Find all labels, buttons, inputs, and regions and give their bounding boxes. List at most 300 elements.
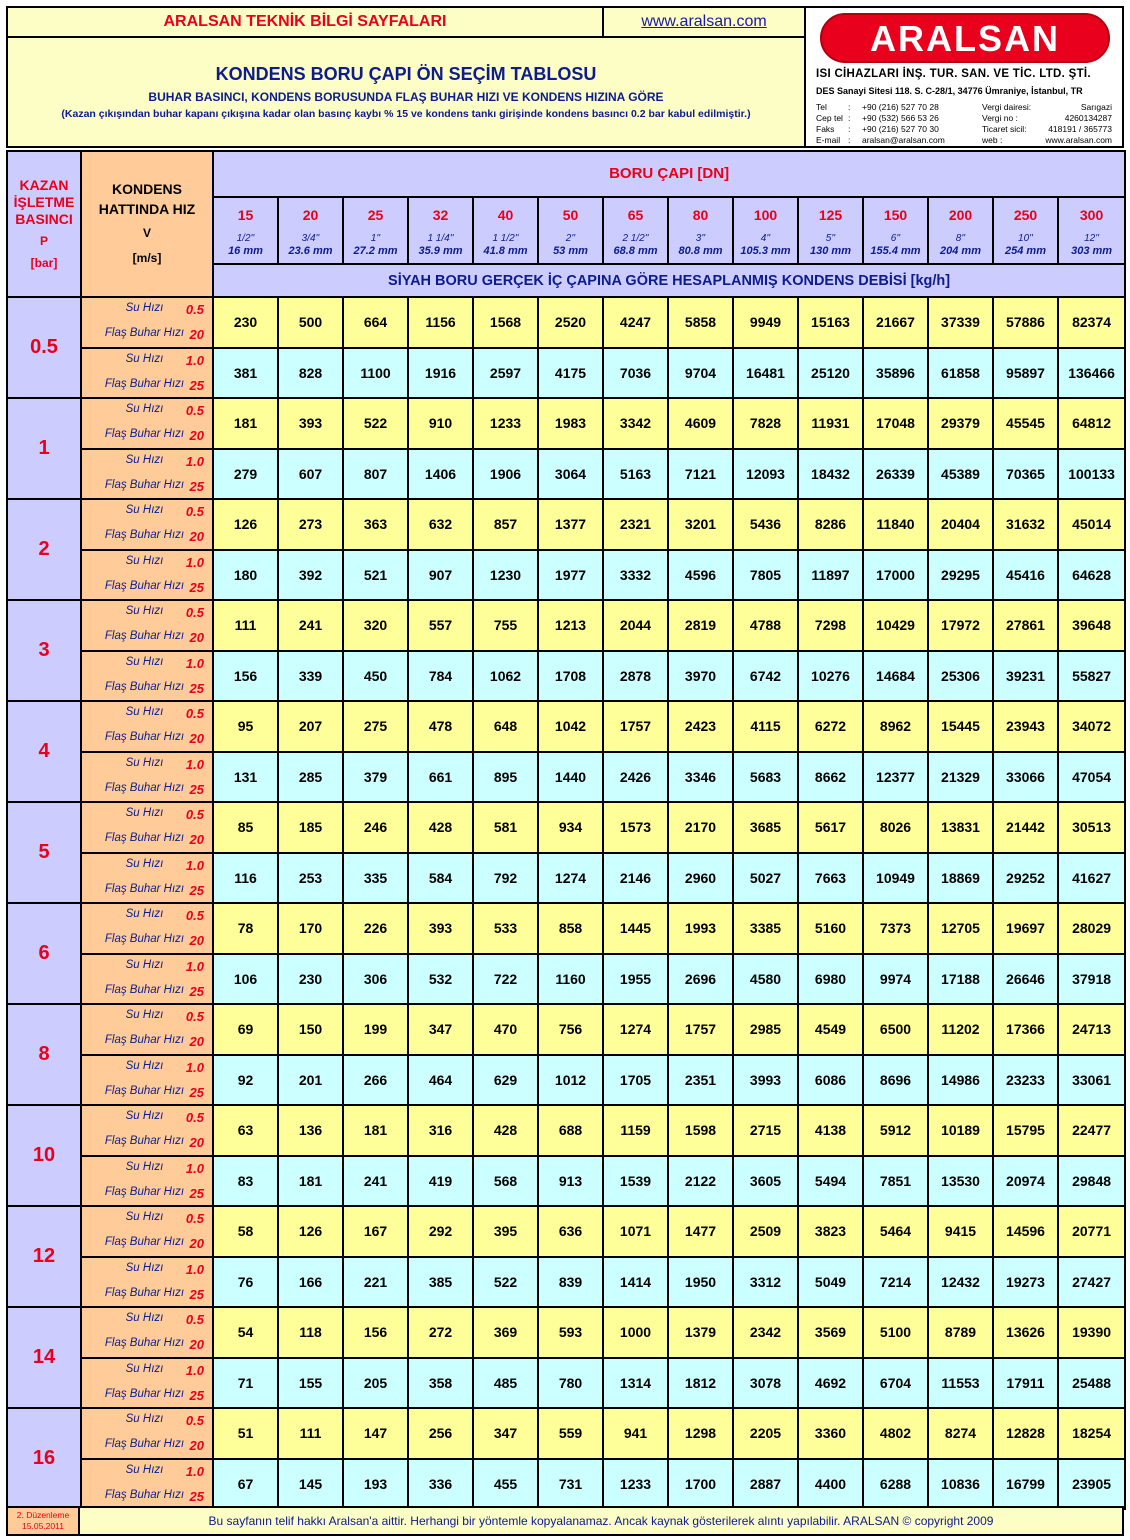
flow-cell: 336 <box>408 1459 473 1510</box>
flash-speed-label: Flaş Buhar Hızı <box>104 630 185 643</box>
table-row <box>7 499 1125 550</box>
flow-cell: 70365 <box>993 449 1058 500</box>
pressure-header <box>7 151 81 297</box>
flow-cell: 3342 <box>603 398 668 449</box>
page-footer <box>6 1506 1124 1536</box>
table-row <box>7 701 1125 752</box>
dn-column-header <box>603 197 668 264</box>
flow-cell: 35896 <box>863 348 928 399</box>
flow-cell: 3970 <box>668 651 733 702</box>
flow-cell: 3346 <box>668 752 733 803</box>
water-speed-label: Su Hızı <box>125 1261 164 1274</box>
pressure-value: 4 <box>38 740 50 762</box>
table-row <box>7 449 1125 500</box>
flow-cell: 532 <box>408 954 473 1005</box>
water-speed <box>85 453 204 469</box>
flow-cell: 1906 <box>473 449 538 500</box>
page-title: KONDENS BORU ÇAPI ÖN SEÇİM TABLOSU <box>215 64 597 84</box>
water-speed-label: Su Hızı <box>125 1009 164 1022</box>
flow-cell: 664 <box>343 297 408 348</box>
flow-cell: 28029 <box>1058 903 1125 954</box>
water-speed <box>85 1110 204 1126</box>
logo-text: ARALSAN <box>870 18 1060 59</box>
flow-cell: 76 <box>213 1257 278 1308</box>
speed-cell <box>81 550 213 601</box>
tax-item <box>982 124 1112 134</box>
dn-value: 80 <box>692 206 709 223</box>
speed-cell <box>81 1004 213 1055</box>
flow-cell: 2878 <box>603 651 668 702</box>
flow-cell: 156 <box>213 651 278 702</box>
flow-cell: 155 <box>278 1358 343 1409</box>
flow-cell: 7828 <box>733 398 798 449</box>
flow-cell: 5464 <box>863 1206 928 1257</box>
flow-cell: 1983 <box>538 398 603 449</box>
flow-cell: 1159 <box>603 1105 668 1156</box>
speed-header-symbol: V <box>142 226 151 240</box>
water-speed-label: Su Hızı <box>125 504 164 517</box>
flow-cell: 5617 <box>798 802 863 853</box>
flow-cell: 2960 <box>668 853 733 904</box>
flash-speed <box>85 1135 204 1151</box>
flow-cell: 13530 <box>928 1156 993 1207</box>
flow-cell: 45545 <box>993 398 1058 449</box>
pressure-cell <box>7 1105 81 1206</box>
flow-cell: 17000 <box>863 550 928 601</box>
water-speed <box>85 756 204 772</box>
tax-value: Sarıgazi <box>1080 102 1112 112</box>
flash-speed <box>85 327 204 343</box>
water-speed-value: 1.0 <box>185 655 204 671</box>
flow-cell: 37339 <box>928 297 993 348</box>
speed-cell <box>81 1257 213 1308</box>
dn-value: 250 <box>1013 206 1038 223</box>
water-speed-value: 0.5 <box>185 302 204 318</box>
flow-cell: 25120 <box>798 348 863 399</box>
diameter-header <box>213 151 1125 197</box>
dn-column-header <box>408 197 473 264</box>
tax-value: 418191 / 365773 <box>1048 124 1112 134</box>
table-row <box>7 1055 1125 1106</box>
inner-diameter: 80.8 mm <box>678 244 723 257</box>
water-speed <box>85 1160 204 1176</box>
flow-cell: 11897 <box>798 550 863 601</box>
flow-cell: 3993 <box>733 1055 798 1106</box>
flash-speed-value: 25 <box>189 1488 204 1504</box>
flow-cell: 428 <box>408 802 473 853</box>
pressure-value: 10 <box>32 1144 56 1166</box>
table-row <box>7 1206 1125 1257</box>
inner-diameter: 27.2 mm <box>353 244 398 257</box>
flow-cell: 2597 <box>473 348 538 399</box>
table-row <box>7 1004 1125 1055</box>
flow-cell: 19390 <box>1058 1307 1125 1358</box>
website-link[interactable]: www.aralsan.com <box>641 13 767 30</box>
speed-cell <box>81 1105 213 1156</box>
flow-cell: 392 <box>278 550 343 601</box>
inch-size: 3'' <box>695 232 706 244</box>
flow-cell: 57886 <box>993 297 1058 348</box>
speed-cell <box>81 1459 213 1510</box>
flow-cell: 1440 <box>538 752 603 803</box>
flow-cell: 29252 <box>993 853 1058 904</box>
dn-column-header <box>1058 197 1125 264</box>
table-row <box>7 297 1125 348</box>
flash-speed <box>85 428 204 444</box>
flow-cell: 807 <box>343 449 408 500</box>
flow-cell: 246 <box>343 802 408 853</box>
flow-cell: 1213 <box>538 600 603 651</box>
speed-cell <box>81 1358 213 1409</box>
flow-cell: 907 <box>408 550 473 601</box>
tax-key: Ticaret sicil: <box>982 124 1027 134</box>
speed-cell <box>81 348 213 399</box>
water-speed-value: 0.5 <box>185 403 204 419</box>
flow-cell: 34072 <box>1058 701 1125 752</box>
flow-cell: 45014 <box>1058 499 1125 550</box>
flow-cell: 8696 <box>863 1055 928 1106</box>
flow-cell: 9704 <box>668 348 733 399</box>
flow-cell: 3332 <box>603 550 668 601</box>
flow-cell: 6980 <box>798 954 863 1005</box>
flash-speed <box>85 832 204 848</box>
flash-speed-value: 25 <box>189 781 204 797</box>
speed-block <box>82 804 212 850</box>
flow-cell: 20974 <box>993 1156 1058 1207</box>
speed-block <box>82 905 212 951</box>
flow-cell: 4175 <box>538 348 603 399</box>
flow-cell: 181 <box>213 398 278 449</box>
water-speed-label: Su Hızı <box>125 453 164 466</box>
flow-cell: 1298 <box>668 1408 733 1459</box>
flow-cell: 450 <box>343 651 408 702</box>
flow-cell: 67 <box>213 1459 278 1510</box>
pressure-value: 14 <box>32 1346 56 1368</box>
flash-speed-value: 20 <box>189 1135 204 1151</box>
flash-speed-value: 20 <box>189 1236 204 1252</box>
flash-speed-label: Flaş Buhar Hızı <box>104 1387 185 1400</box>
water-speed <box>85 1362 204 1378</box>
dn-column-header <box>798 197 863 264</box>
flow-cell: 11202 <box>928 1004 993 1055</box>
inch-size: 4'' <box>760 232 771 244</box>
flow-cell: 3605 <box>733 1156 798 1207</box>
flow-cell: 1160 <box>538 954 603 1005</box>
condensate-pipe-table <box>6 150 1126 1510</box>
site-title: ARALSAN TEKNİK BİLGİ SAYFALARI <box>8 8 604 38</box>
flow-cell: 193 <box>343 1459 408 1510</box>
copyright-notice: Bu sayfanın telif hakkı Aralsan'a aittir. Herhangi bir yöntemle kopyalanamaz. Ancak kaynak gösterilerek alıntı yapılabilir. ARALSAN © copyright 2009 <box>208 1514 994 1528</box>
flow-cell: 12093 <box>733 449 798 500</box>
flow-cell: 221 <box>343 1257 408 1308</box>
flow-cell: 83 <box>213 1156 278 1207</box>
water-speed <box>85 807 204 823</box>
pressure-header-unit: [bar] <box>30 255 58 270</box>
flow-cell: 16481 <box>733 348 798 399</box>
diameter-header-text: BORU ÇAPI [DN] <box>609 165 730 182</box>
inner-diameter: 23.6 mm <box>288 244 333 257</box>
flow-cell: 11840 <box>863 499 928 550</box>
flow-cell: 11553 <box>928 1358 993 1409</box>
table-row <box>7 1459 1125 1510</box>
flash-speed-value: 25 <box>189 579 204 595</box>
pressure-cell <box>7 499 81 600</box>
water-speed <box>85 554 204 570</box>
water-speed-value: 0.5 <box>185 706 204 722</box>
dn-column-header <box>278 197 343 264</box>
flash-speed-value: 25 <box>189 1387 204 1403</box>
flow-cell: 792 <box>473 853 538 904</box>
water-speed-label: Su Hızı <box>125 605 164 618</box>
dn-value: 125 <box>818 206 843 223</box>
flow-cell: 320 <box>343 600 408 651</box>
speed-cell <box>81 1307 213 1358</box>
water-speed-label: Su Hızı <box>125 1211 164 1224</box>
flow-cell: 69 <box>213 1004 278 1055</box>
inch-size: 8'' <box>955 232 966 244</box>
flow-cell: 756 <box>538 1004 603 1055</box>
flash-speed-value: 25 <box>189 377 204 393</box>
flow-cell: 4138 <box>798 1105 863 1156</box>
flow-cell: 533 <box>473 903 538 954</box>
flow-cell: 116 <box>213 853 278 904</box>
table-row <box>7 1358 1125 1409</box>
contact-sep: : <box>848 102 851 112</box>
flow-cell: 10429 <box>863 600 928 651</box>
flow-cell: 95897 <box>993 348 1058 399</box>
flow-cell: 18254 <box>1058 1408 1125 1459</box>
flow-cell: 7373 <box>863 903 928 954</box>
flow-cell: 2715 <box>733 1105 798 1156</box>
flow-cell: 82374 <box>1058 297 1125 348</box>
pressure-header-l1: KAZAN <box>19 176 69 193</box>
flow-cell: 1955 <box>603 954 668 1005</box>
table-row <box>7 348 1125 399</box>
flow-cell: 256 <box>408 1408 473 1459</box>
water-speed-value: 0.5 <box>185 807 204 823</box>
flash-speed-label: Flaş Buhar Hızı <box>104 1438 185 1451</box>
flow-cell: 18869 <box>928 853 993 904</box>
flow-cell: 64628 <box>1058 550 1125 601</box>
flow-cell: 1379 <box>668 1307 733 1358</box>
flash-speed-value: 20 <box>189 529 204 545</box>
flow-cell: 6288 <box>863 1459 928 1510</box>
pressure-value: 0.5 <box>30 336 58 358</box>
flow-cell: 61858 <box>928 348 993 399</box>
speed-block <box>82 1259 212 1305</box>
flow-cell: 26339 <box>863 449 928 500</box>
table-row <box>7 1257 1125 1308</box>
dn-column-header <box>213 197 278 264</box>
flow-cell: 7214 <box>863 1257 928 1308</box>
tax-key: Vergi no : <box>982 113 1018 123</box>
flow-cell: 2321 <box>603 499 668 550</box>
flash-speed-label: Flaş Buhar Hızı <box>104 933 185 946</box>
flow-cell: 7663 <box>798 853 863 904</box>
table-row <box>7 903 1125 954</box>
water-speed-value: 1.0 <box>185 1362 204 1378</box>
flow-cell: 14596 <box>993 1206 1058 1257</box>
flow-cell: 2122 <box>668 1156 733 1207</box>
tax-key: Vergi dairesi: <box>982 102 1032 112</box>
flow-cell: 7298 <box>798 600 863 651</box>
flow-cell: 1573 <box>603 802 668 853</box>
flow-cell: 7805 <box>733 550 798 601</box>
flash-speed <box>85 1084 204 1100</box>
flow-cell: 6704 <box>863 1358 928 1409</box>
dn-column-header <box>863 197 928 264</box>
flow-cell: 500 <box>278 297 343 348</box>
flash-speed-value: 25 <box>189 478 204 494</box>
water-speed-value: 0.5 <box>185 1110 204 1126</box>
flow-cell: 6272 <box>798 701 863 752</box>
flow-cell: 8026 <box>863 802 928 853</box>
table-row <box>7 802 1125 853</box>
flow-cell: 1233 <box>473 398 538 449</box>
flow-cell: 3685 <box>733 802 798 853</box>
water-speed-label: Su Hızı <box>125 1160 164 1173</box>
tax-key: web : <box>982 135 1003 145</box>
flow-cell: 316 <box>408 1105 473 1156</box>
contact-value[interactable]: aralsan@aralsan.com <box>862 135 945 145</box>
flow-cell: 7036 <box>603 348 668 399</box>
dn-value: 15 <box>237 206 254 223</box>
flow-cell: 363 <box>343 499 408 550</box>
flow-header-text: SİYAH BORU GERÇEK İÇ ÇAPINA GÖRE HESAPLANMIŞ KONDENS DEBİSİ [kg/h] <box>388 272 951 289</box>
flow-cell: 12828 <box>993 1408 1058 1459</box>
flow-cell: 941 <box>603 1408 668 1459</box>
flow-cell: 18432 <box>798 449 863 500</box>
flow-cell: 241 <box>278 600 343 651</box>
flow-cell: 5683 <box>733 752 798 803</box>
flow-cell: 395 <box>473 1206 538 1257</box>
water-speed-value: 0.5 <box>185 605 204 621</box>
flow-cell: 784 <box>408 651 473 702</box>
flow-cell: 629 <box>473 1055 538 1106</box>
speed-block <box>82 1208 212 1254</box>
dn-column-header <box>733 197 798 264</box>
inch-size: 5'' <box>825 232 836 244</box>
flash-speed <box>85 1438 204 1454</box>
flow-cell: 522 <box>343 398 408 449</box>
flash-speed-value: 20 <box>189 630 204 646</box>
speed-block <box>82 1410 212 1456</box>
water-speed-value: 0.5 <box>185 1312 204 1328</box>
flow-cell: 1156 <box>408 297 473 348</box>
speed-block <box>82 653 212 699</box>
inch-size: 12'' <box>1084 232 1100 244</box>
speed-cell <box>81 903 213 954</box>
flow-cell: 226 <box>343 903 408 954</box>
flow-cell: 584 <box>408 853 473 904</box>
flow-cell: 2520 <box>538 297 603 348</box>
speed-block <box>82 1006 212 1052</box>
contact-item <box>816 113 939 123</box>
flow-cell: 201 <box>278 1055 343 1106</box>
flow-cell: 4115 <box>733 701 798 752</box>
flash-speed-label: Flaş Buhar Hızı <box>104 1286 185 1299</box>
inner-diameter: 35.9 mm <box>418 244 463 257</box>
company-logo <box>820 13 1110 63</box>
inner-diameter: 155.4 mm <box>870 244 921 257</box>
flow-cell: 1230 <box>473 550 538 601</box>
flash-speed-value: 25 <box>189 1185 204 1201</box>
page-subtitle: BUHAR BASINCI, KONDENS BORUSUNDA FLAŞ BUHAR HIZI VE KONDENS HIZINA GÖRE <box>148 90 664 104</box>
flow-cell: 4609 <box>668 398 733 449</box>
flow-cell: 8274 <box>928 1408 993 1459</box>
dn-value: 100 <box>753 206 778 223</box>
pressure-cell <box>7 1408 81 1509</box>
flow-cell: 5163 <box>603 449 668 500</box>
speed-block <box>82 1107 212 1153</box>
pressure-cell <box>7 398 81 499</box>
flow-cell: 15795 <box>993 1105 1058 1156</box>
flash-speed-value: 20 <box>189 1337 204 1353</box>
table-row <box>7 398 1125 449</box>
flow-cell: 1757 <box>603 701 668 752</box>
flow-cell: 279 <box>213 449 278 500</box>
flash-speed-label: Flaş Buhar Hızı <box>104 1135 185 1148</box>
flow-cell: 7121 <box>668 449 733 500</box>
flash-speed-value: 20 <box>189 731 204 747</box>
contact-key: E-mail <box>816 135 841 145</box>
speed-block <box>82 350 212 396</box>
flow-cell: 8662 <box>798 752 863 803</box>
flow-cell: 266 <box>343 1055 408 1106</box>
flow-cell: 557 <box>408 600 473 651</box>
water-speed-label: Su Hızı <box>125 908 164 921</box>
pressure-header-symbol: P <box>39 233 48 248</box>
dn-value: 300 <box>1079 206 1104 223</box>
water-speed-label: Su Hızı <box>125 1312 164 1325</box>
dn-column-header <box>538 197 603 264</box>
flash-speed <box>85 1337 204 1353</box>
dn-column-header <box>343 197 408 264</box>
flow-cell: 1977 <box>538 550 603 601</box>
flash-speed-label: Flaş Buhar Hızı <box>104 579 185 592</box>
flow-cell: 358 <box>408 1358 473 1409</box>
flow-cell: 4549 <box>798 1004 863 1055</box>
water-speed-label: Su Hızı <box>125 1362 164 1375</box>
company-name: ISI CİHAZLARI İNŞ. TUR. SAN. VE TİC. LTD. ŞTİ. <box>816 68 1091 80</box>
pressure-value: 8 <box>38 1043 50 1065</box>
flow-cell: 4788 <box>733 600 798 651</box>
speed-cell <box>81 701 213 752</box>
water-speed-label: Su Hızı <box>125 1463 164 1476</box>
flow-cell: 19273 <box>993 1257 1058 1308</box>
pressure-value: 6 <box>38 942 50 964</box>
speed-block <box>82 299 212 345</box>
table-row <box>7 651 1125 702</box>
flow-cell: 185 <box>278 802 343 853</box>
pressure-cell <box>7 297 81 398</box>
flash-speed-label: Flaş Buhar Hızı <box>104 428 185 441</box>
flow-cell: 632 <box>408 499 473 550</box>
flow-cell: 347 <box>473 1408 538 1459</box>
flash-speed-label: Flaş Buhar Hızı <box>104 1488 185 1501</box>
flow-cell: 126 <box>278 1206 343 1257</box>
flow-cell: 30513 <box>1058 802 1125 853</box>
flow-cell: 8962 <box>863 701 928 752</box>
flow-cell: 347 <box>408 1004 473 1055</box>
flash-speed <box>85 377 204 393</box>
flash-speed-label: Flaş Buhar Hızı <box>104 478 185 491</box>
water-speed <box>85 504 204 520</box>
flow-cell: 10949 <box>863 853 928 904</box>
flow-cell: 568 <box>473 1156 538 1207</box>
flow-cell: 131 <box>213 752 278 803</box>
dn-value: 50 <box>562 206 579 223</box>
